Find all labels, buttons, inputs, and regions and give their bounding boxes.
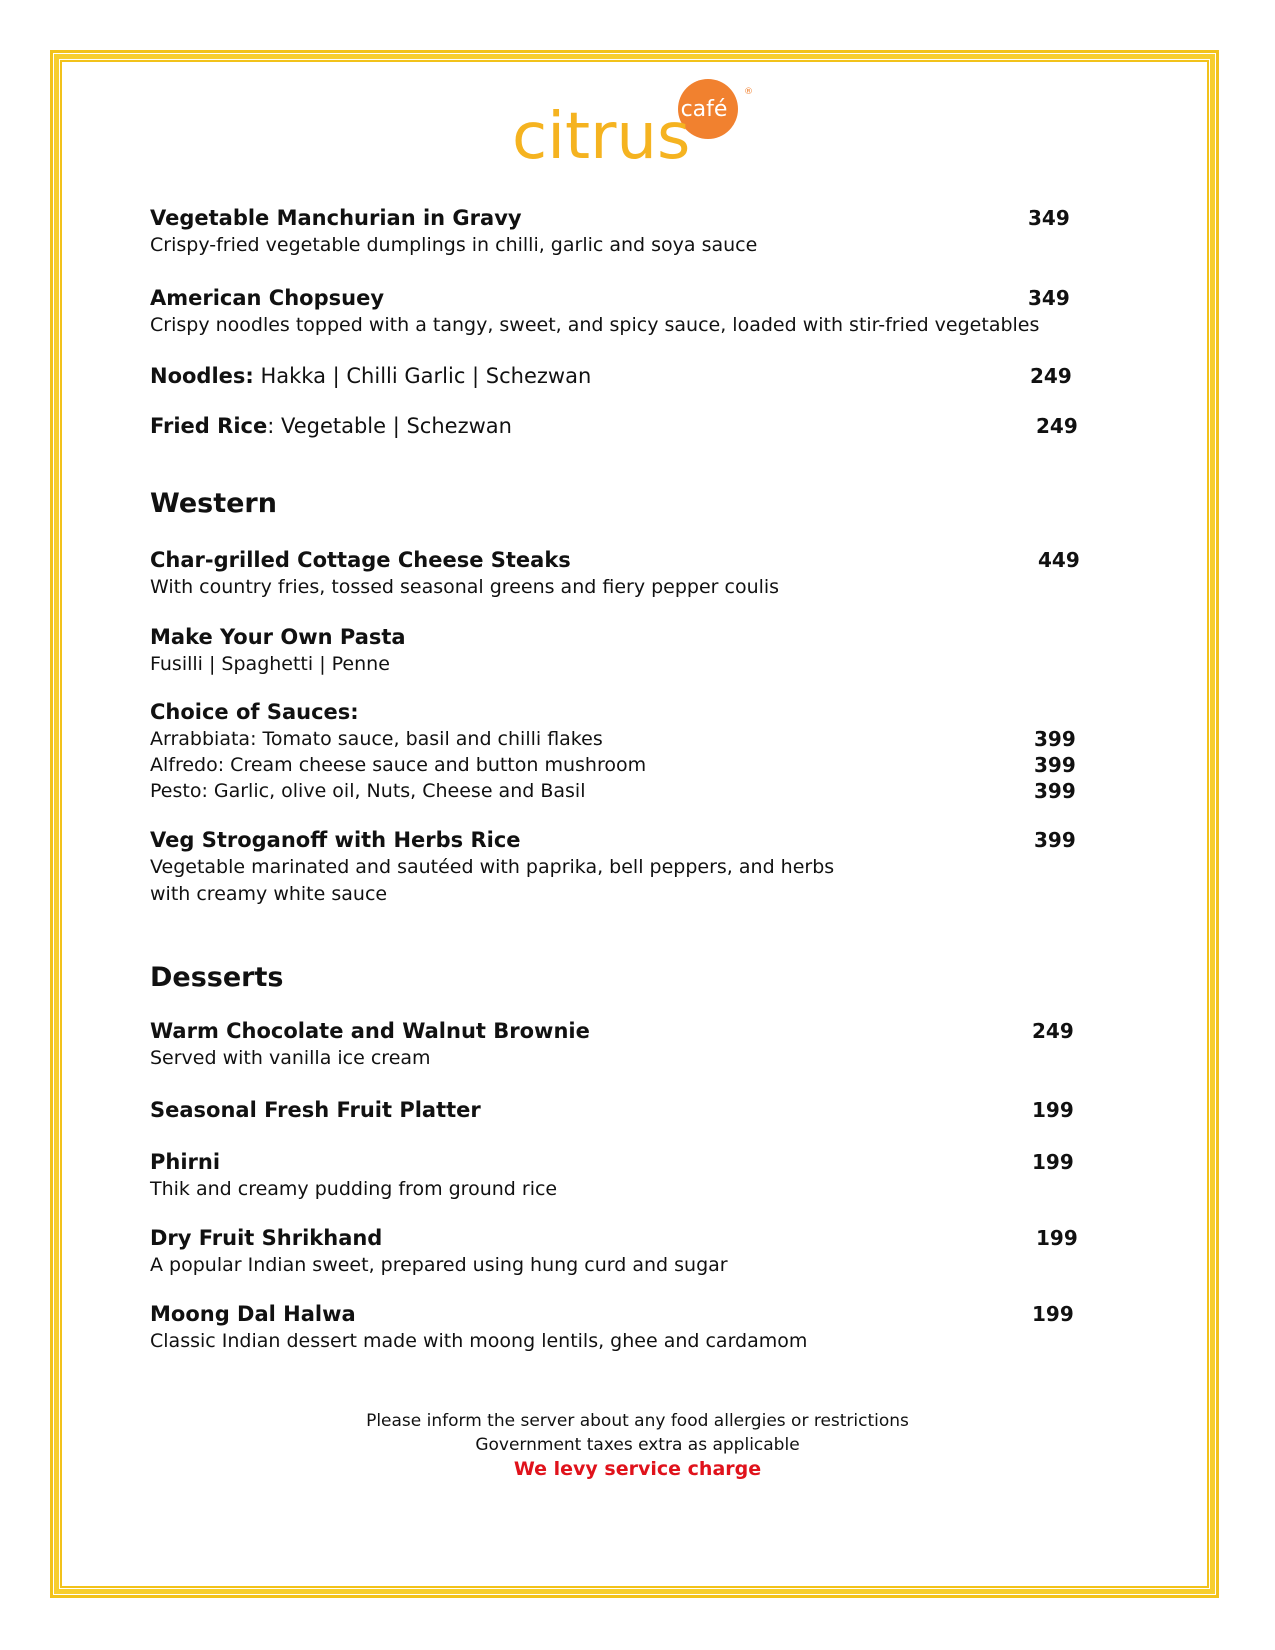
- sauce-price: 399: [1034, 779, 1076, 803]
- item-price: 249: [1032, 1019, 1074, 1043]
- sauce-choices: [150, 698, 1100, 804]
- item-name: American Chopsuey: [150, 286, 385, 310]
- item-price: 349: [1028, 286, 1070, 310]
- item-name: Moong Dal Halwa: [150, 1302, 356, 1326]
- menu-item: [150, 623, 1100, 678]
- sauce-label: Arrabbiata: Tomato sauce, basil and chilli flakes: [150, 728, 603, 750]
- item-price: 199: [1032, 1302, 1074, 1326]
- menu-item: [150, 204, 1100, 259]
- menu-item: [150, 546, 1100, 601]
- menu-item: [150, 826, 1100, 908]
- svg-text:citrus: citrus: [512, 100, 691, 174]
- item-name: Vegetable Manchurian in Gravy: [150, 206, 522, 230]
- item-description: Fusilli | Spaghetti | Penne: [150, 653, 390, 675]
- menu-item: [150, 1148, 1100, 1203]
- item-description: A popular Indian sweet, prepared using hung curd and sugar: [150, 1254, 728, 1276]
- sauce-option: [150, 752, 1100, 778]
- service-charge-note: We levy service charge: [513, 1458, 762, 1480]
- sauce-option: [150, 726, 1100, 752]
- section-heading-western: Western: [150, 488, 277, 519]
- item-description: Classic Indian dessert made with moong lentils, ghee and cardamom: [150, 1330, 808, 1352]
- item-name: Warm Chocolate and Walnut Brownie: [150, 1019, 590, 1043]
- svg-text:café: café: [680, 97, 728, 122]
- item-name: Fried Rice: [150, 414, 268, 438]
- menu-item: [150, 362, 1100, 390]
- item-name: Seasonal Fresh Fruit Platter: [150, 1098, 481, 1122]
- svg-text:®: ®: [744, 87, 753, 97]
- allergy-note: Please inform the server about any food allergies or restrictions: [366, 1411, 909, 1431]
- sauce-price: 399: [1034, 753, 1076, 777]
- item-description: Crispy noodles topped with a tangy, sweet, and spicy sauce, loaded with stir-fried vegetables: [150, 314, 1040, 336]
- item-description: With country fries, tossed seasonal greens and fiery pepper coulis: [150, 576, 780, 598]
- item-name: Make Your Own Pasta: [150, 625, 406, 649]
- citrus-cafe-logo: [512, 76, 762, 176]
- item-price: 199: [1032, 1098, 1074, 1122]
- menu-item: [150, 1224, 1100, 1279]
- menu-item: [150, 284, 1100, 339]
- item-price: 249: [1030, 364, 1072, 388]
- footer-notes: [0, 1409, 1275, 1481]
- item-price: 349: [1028, 206, 1070, 230]
- sauce-price: 399: [1034, 727, 1076, 751]
- item-description: Thik and creamy pudding from ground rice: [150, 1178, 558, 1200]
- tax-note: Government taxes extra as applicable: [475, 1435, 800, 1455]
- item-name: Phirni: [150, 1150, 221, 1174]
- item-price: 199: [1036, 1226, 1078, 1250]
- section-heading-desserts: Desserts: [150, 962, 284, 993]
- item-price: 449: [1038, 548, 1080, 572]
- item-description: Served with vanilla ice cream: [150, 1047, 431, 1069]
- sauce-option: [150, 778, 1100, 804]
- item-name: Noodles:: [150, 364, 254, 388]
- sauce-label: Pesto: Garlic, olive oil, Nuts, Cheese and Basil: [150, 780, 586, 802]
- menu-item: [150, 1096, 1100, 1124]
- item-name: Char-grilled Cottage Cheese Steaks: [150, 548, 571, 572]
- item-options: : Vegetable | Schezwan: [267, 414, 512, 438]
- item-options: Hakka | Chilli Garlic | Schezwan: [253, 364, 592, 388]
- item-description: Crispy-fried vegetable dumplings in chilli, garlic and soya sauce: [150, 234, 758, 256]
- menu-item: [150, 1017, 1100, 1072]
- item-price: 199: [1032, 1150, 1074, 1174]
- menu-item: [150, 412, 1100, 440]
- item-name: Veg Stroganoff with Herbs Rice: [150, 828, 521, 852]
- item-description: with creamy white sauce: [150, 883, 388, 905]
- menu-item: [150, 1300, 1100, 1355]
- sauce-label: Alfredo: Cream cheese sauce and button mushroom: [150, 754, 647, 776]
- item-description: Vegetable marinated and sautéed with paprika, bell peppers, and herbs: [150, 856, 835, 878]
- sauce-choices-title: Choice of Sauces:: [150, 700, 359, 724]
- item-price: 249: [1036, 414, 1078, 438]
- item-price: 399: [1034, 828, 1076, 852]
- item-name: Dry Fruit Shrikhand: [150, 1226, 383, 1250]
